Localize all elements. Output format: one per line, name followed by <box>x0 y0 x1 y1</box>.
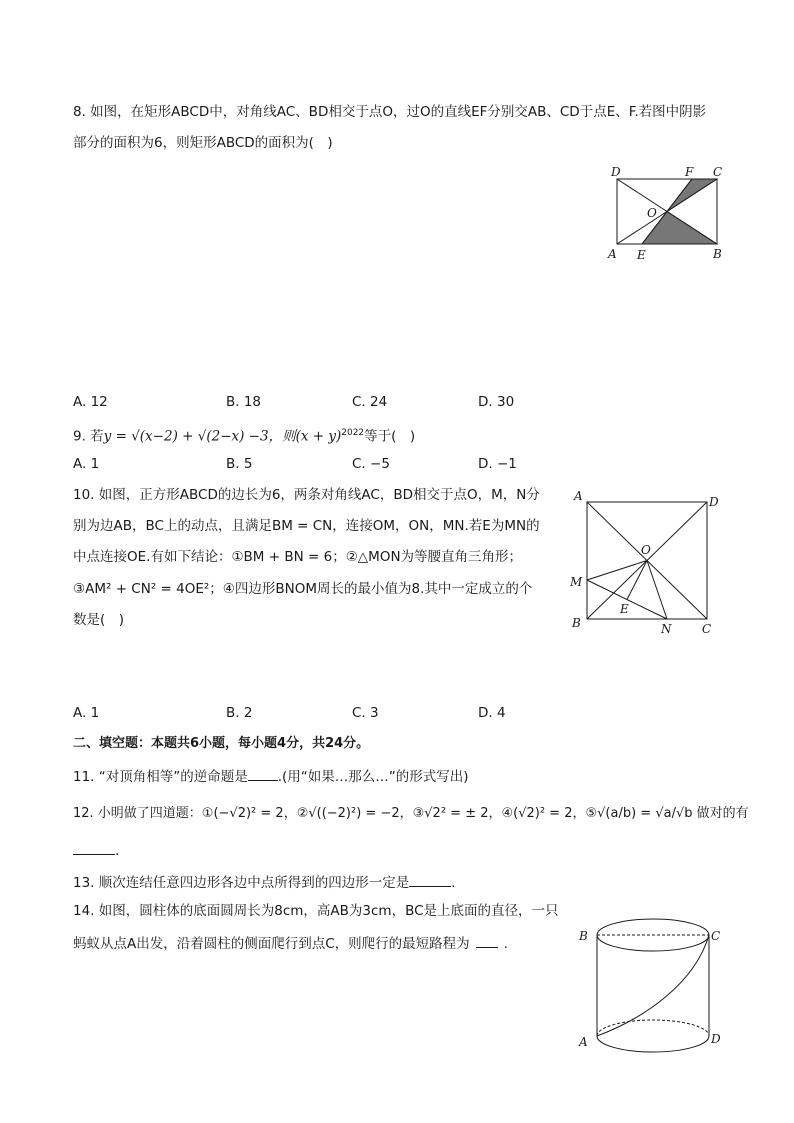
q11-before: 11. “对顶角相等”的逆命题是 <box>73 769 248 785</box>
q8-label-b: B <box>713 247 722 261</box>
q13-stem <box>73 872 456 892</box>
q8-figure <box>605 162 735 262</box>
q8-label-c: C <box>713 165 723 179</box>
q13-after: . <box>451 875 456 891</box>
q14-bottom-front-arc <box>597 1036 709 1052</box>
q8-line2: 部分的面积为6，则矩形ABCD的面积为( ) <box>73 135 333 151</box>
q10-label-c: C <box>702 622 712 636</box>
q9-formula: y = √(x−2) + √(2−x) −3，则(x + y) <box>103 428 342 445</box>
q14-label-a: A <box>579 1035 588 1049</box>
q10-label-n: N <box>661 622 672 636</box>
q10-label-e: E <box>620 602 629 616</box>
q10-label-b: B <box>572 616 581 630</box>
q12-answer-blank[interactable] <box>73 840 115 855</box>
q9-option-a: A. 1 <box>73 456 100 472</box>
q9-stem <box>73 424 415 446</box>
q9-option-b: B. 5 <box>226 456 253 472</box>
q14-line2 <box>73 933 508 953</box>
q14-cylinder-figure <box>575 903 735 1063</box>
q14-before: 蚂蚁从点A出发，沿着圆柱的侧面爬行到点C，则爬行的最短路程为 <box>73 936 470 952</box>
q11-stem <box>73 766 469 786</box>
q13-before: 13. 顺次连结任意四边形各边中点所得到的四边形一定是 <box>73 875 410 891</box>
q10-label-o: O <box>641 543 651 557</box>
q14-label-d: D <box>711 1032 721 1046</box>
q14-line1: 14. 如图，圆柱体的底面圆周长为8cm，高AB为3cm，BC是上底面的直径，一只 <box>73 903 559 919</box>
q8-label-e: E <box>637 248 646 262</box>
q10-label-m: M <box>570 575 583 589</box>
q10-option-d: D. 4 <box>478 705 506 721</box>
q14-label-c: C <box>711 929 721 943</box>
q10-figure <box>565 486 725 636</box>
q14-label-b: B <box>579 929 588 943</box>
q11-after: .(用“如果…那么…”的形式写出) <box>277 769 469 785</box>
q14-after: . <box>503 936 508 952</box>
q11-answer-blank[interactable] <box>248 766 278 781</box>
q12-line2 <box>73 840 119 860</box>
q10-option-a: A. 1 <box>73 705 100 721</box>
q8-label-o: O <box>647 206 657 220</box>
q10-option-b: B. 2 <box>226 705 253 721</box>
q14-answer-blank[interactable] <box>476 933 498 948</box>
q10-line3: 中点连接OE.有如下结论：①BM + BN = 6；②△MON为等腰直角三角形； <box>73 549 523 565</box>
q10-line2: 别为边AB，BC上的动点，且满足BM = CN，连接OM，ON，MN.若E为MN的 <box>73 518 540 534</box>
q12-line1: 12. 小明做了四道题：①(−√2)² = 2，②√((−2)²) = −2，③√2² = ± 2，④(√2)² = 2，⑤√(a/b) = √a/√b 做对的有 <box>73 806 749 821</box>
q8-option-c: C. 24 <box>352 394 388 410</box>
q14-bottom-back-arc <box>597 1020 709 1036</box>
q9-exponent: 2022 <box>341 428 365 438</box>
q9-suffix: 等于( ) <box>364 428 416 445</box>
q12-after: . <box>115 843 120 859</box>
q8-option-d: D. 30 <box>478 394 515 410</box>
q10-label-d: D <box>709 495 719 509</box>
section-2-heading: 二、填空题：本题共6小题，每小题4分，共24分。 <box>73 736 370 751</box>
q8-option-b: B. 18 <box>226 394 262 410</box>
q8-label-f: F <box>685 165 694 179</box>
q8-label-d: D <box>611 165 621 179</box>
q14-ant-path <box>597 935 709 1036</box>
q8-line1: 8. 如图，在矩形ABCD中，对角线AC、BD相交于点O，过O的直线EF分别交AB、CD于点E、F.若图中阴影 <box>73 104 707 120</box>
q10-line5: 数是( ) <box>73 612 125 628</box>
q9-prefix: 9. 若 <box>73 428 104 445</box>
q8-label-a: A <box>608 247 617 261</box>
q10-option-c: C. 3 <box>352 705 379 721</box>
q9-option-d: D. −1 <box>478 456 517 472</box>
q8-option-a: A. 12 <box>73 394 108 410</box>
q9-option-c: C. −5 <box>352 456 390 472</box>
q10-label-a: A <box>574 489 583 503</box>
q13-answer-blank[interactable] <box>409 872 451 887</box>
q10-line4: ③AM² + CN² = 4OE²；④四边形BNOM周长的最小值为8.其中一定成立的个 <box>73 581 533 597</box>
q10-line1: 10. 如图，正方形ABCD的边长为6，两条对角线AC，BD相交于点O，M，N分 <box>73 487 540 503</box>
